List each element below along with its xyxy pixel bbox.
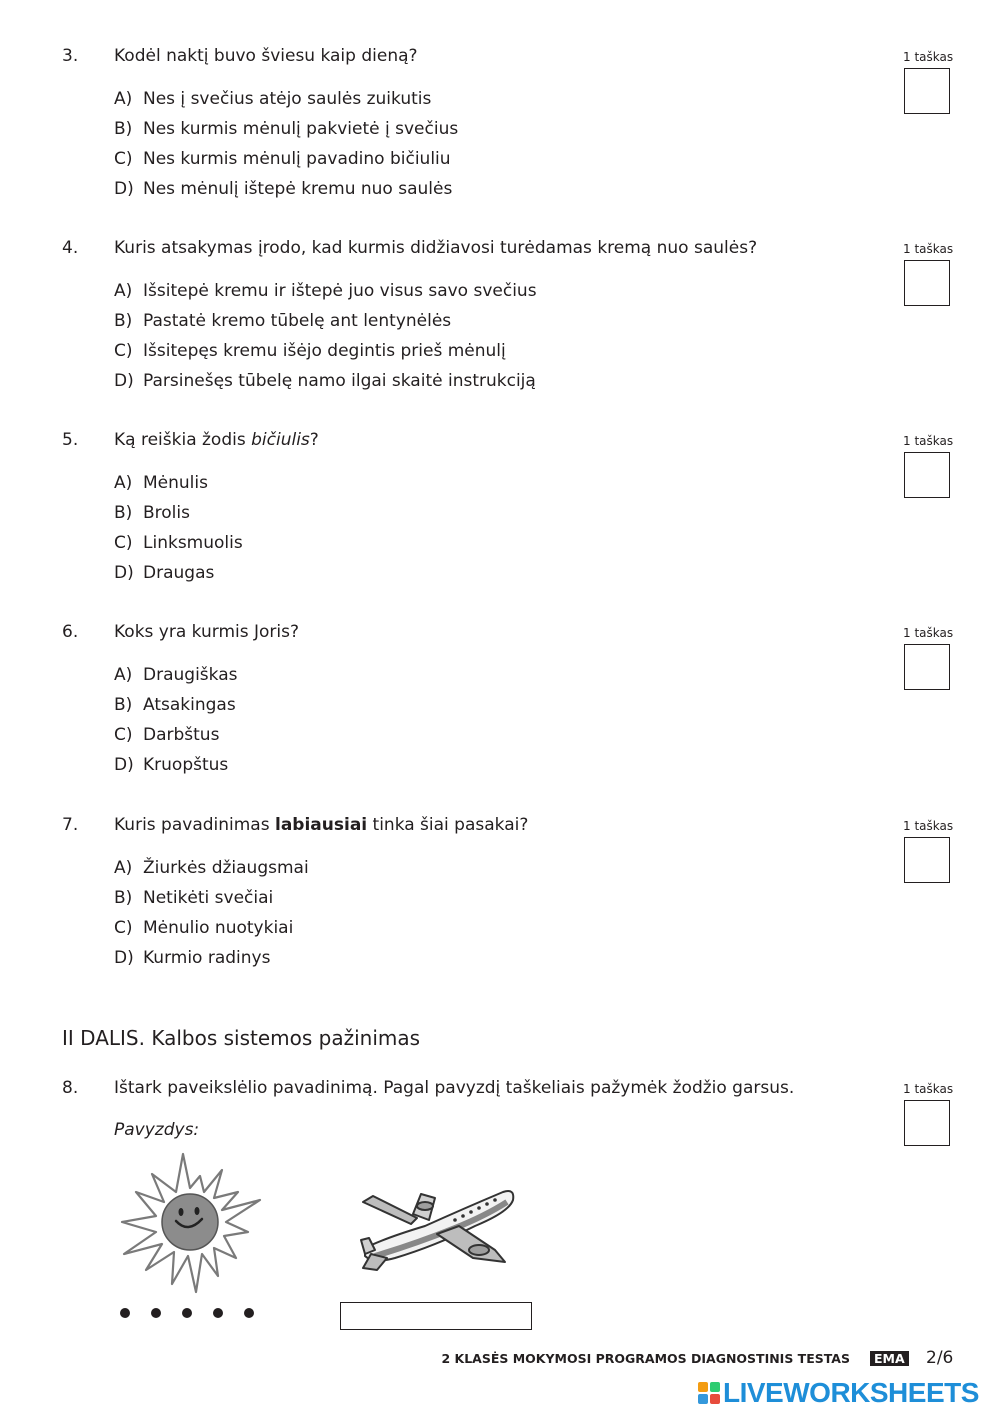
watermark-text: LIVEWORKSHEETS bbox=[723, 1377, 979, 1408]
sound-dot bbox=[213, 1308, 223, 1318]
option-c[interactable]: C) Linksmuolis bbox=[114, 533, 243, 553]
option-d[interactable]: D) Draugas bbox=[114, 563, 215, 583]
answer-box[interactable] bbox=[904, 644, 950, 690]
section-title: II DALIS. Kalbos sistemos pažinimas bbox=[62, 1026, 421, 1050]
emphasized-word: labiausiai bbox=[275, 815, 368, 835]
question-number: 6. bbox=[62, 622, 79, 642]
sun-illustration bbox=[118, 1152, 263, 1297]
question-text: Koks yra kurmis Joris? bbox=[114, 622, 300, 642]
question-text: Kodėl naktį buvo šviesu kaip dieną? bbox=[114, 46, 418, 66]
points-label: 1 taškas bbox=[903, 50, 954, 64]
option-a[interactable]: A) Žiurkės džiaugsmai bbox=[114, 858, 309, 878]
question-text: Ką reiškia žodis bičiulis? bbox=[114, 430, 319, 450]
question-number: 4. bbox=[62, 238, 79, 258]
question-number: 7. bbox=[62, 815, 79, 835]
airplane-illustration bbox=[355, 1180, 520, 1280]
question-number: 3. bbox=[62, 46, 79, 66]
sound-dot bbox=[244, 1308, 254, 1318]
option-b[interactable]: B) Brolis bbox=[114, 503, 190, 523]
sound-dots bbox=[120, 1308, 254, 1318]
emphasized-word: bičiulis bbox=[251, 430, 310, 450]
option-a[interactable]: A) Mėnulis bbox=[114, 473, 208, 493]
sound-dot bbox=[151, 1308, 161, 1318]
footer-code-badge: EMA bbox=[870, 1351, 909, 1366]
option-b[interactable]: B) Nes kurmis mėnulį pakvietė į svečius bbox=[114, 119, 459, 139]
question-text: Ištark paveikslėlio pavadinimą. Pagal pavyzdį taškeliais pažymėk žodžio garsus. bbox=[114, 1078, 795, 1098]
question-number: 8. bbox=[62, 1078, 79, 1098]
question-text: Kuris atsakymas įrodo, kad kurmis didžiavosi turėdamas kremą nuo saulės? bbox=[114, 238, 758, 258]
option-b[interactable]: B) Netikėti svečiai bbox=[114, 888, 274, 908]
example-label: Pavyzdys: bbox=[114, 1120, 200, 1140]
points-label: 1 taškas bbox=[903, 819, 954, 833]
option-c[interactable]: C) Darbštus bbox=[114, 725, 220, 745]
option-c[interactable]: C) Išsitepęs kremu išėjo degintis prieš mėnulį bbox=[114, 341, 506, 361]
liveworksheets-watermark bbox=[698, 1378, 979, 1408]
sound-dot bbox=[182, 1308, 192, 1318]
answer-box[interactable] bbox=[904, 68, 950, 114]
option-d[interactable]: D) Kurmio radinys bbox=[114, 948, 271, 968]
option-b[interactable]: B) Atsakingas bbox=[114, 695, 236, 715]
option-a[interactable]: A) Išsitepė kremu ir ištepė juo visus savo svečius bbox=[114, 281, 537, 301]
option-d[interactable]: D) Parsinešęs tūbelę namo ilgai skaitė instrukciją bbox=[114, 371, 536, 391]
page-number: 2/6 bbox=[926, 1348, 954, 1368]
question-text: Kuris pavadinimas labiausiai tinka šiai pasakai? bbox=[114, 815, 529, 835]
option-a[interactable]: A) Nes į svečius atėjo saulės zuikutis bbox=[114, 89, 432, 109]
answer-box[interactable] bbox=[904, 837, 950, 883]
answer-input-field[interactable] bbox=[340, 1302, 532, 1330]
answer-box[interactable] bbox=[904, 1100, 950, 1146]
footer-title: 2 KLASĖS MOKYMOSI PROGRAMOS DIAGNOSTINIS TESTAS bbox=[441, 1351, 850, 1366]
answer-box[interactable] bbox=[904, 260, 950, 306]
sound-dot bbox=[120, 1308, 130, 1318]
points-label: 1 taškas bbox=[903, 434, 954, 448]
option-c[interactable]: C) Nes kurmis mėnulį pavadino bičiuliu bbox=[114, 149, 451, 169]
option-b[interactable]: B) Pastatė kremo tūbelę ant lentynėlės bbox=[114, 311, 452, 331]
answer-box[interactable] bbox=[904, 452, 950, 498]
points-label: 1 taškas bbox=[903, 242, 954, 256]
question-number: 5. bbox=[62, 430, 79, 450]
points-label: 1 taškas bbox=[903, 1082, 954, 1096]
option-d[interactable]: D) Kruopštus bbox=[114, 755, 229, 775]
liveworksheets-logo-icon bbox=[698, 1382, 720, 1404]
option-a[interactable]: A) Draugiškas bbox=[114, 665, 238, 685]
option-c[interactable]: C) Mėnulio nuotykiai bbox=[114, 918, 294, 938]
option-d[interactable]: D) Nes mėnulį ištepė kremu nuo saulės bbox=[114, 179, 453, 199]
points-label: 1 taškas bbox=[903, 626, 954, 640]
